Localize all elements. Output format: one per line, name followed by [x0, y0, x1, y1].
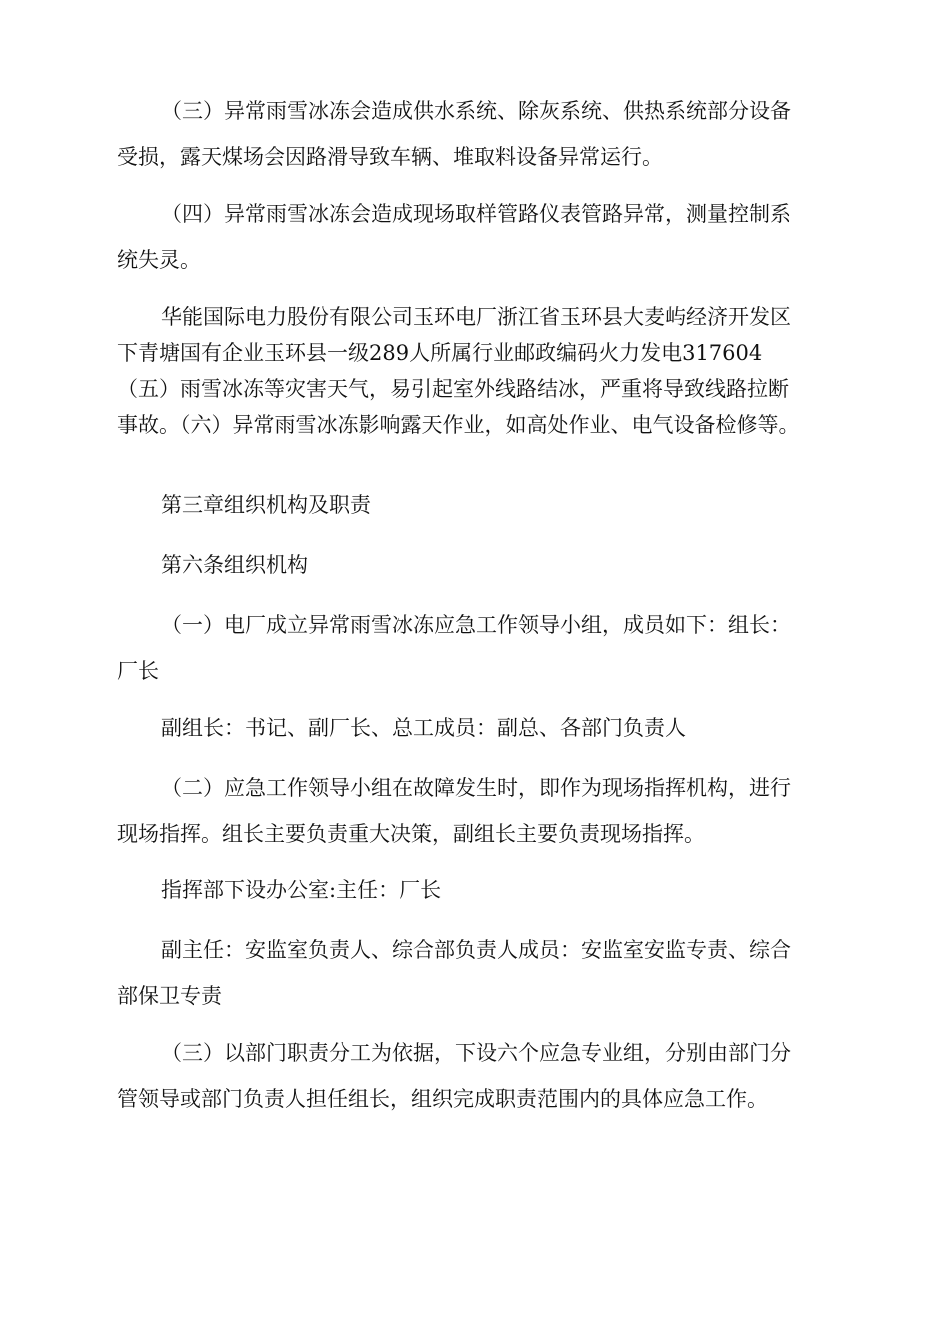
paragraph-line: （三）异常雨雪冰冻会造成供水系统、除灰系统、供热系统部分设备 [161, 99, 791, 123]
paragraph-line: （四）异常雨雪冰冻会造成现场取样管路仪表管路异常，测量控制系 [161, 202, 791, 226]
chapter-heading [117, 482, 837, 528]
paragraph-leadership-group [117, 602, 837, 694]
paragraph-line: 第六条组织机构 [161, 553, 308, 577]
paragraph-specialist-groups [117, 1030, 837, 1122]
paragraph-company-info [117, 299, 837, 443]
paragraph-office-director [117, 867, 837, 913]
paragraph-line: 统失灵。 [117, 248, 201, 272]
paragraph-line: （二）应急工作领导小组在故障发生时，即作为现场指挥机构，进行 [161, 776, 791, 800]
paragraph-line: （三）以部门职责分工为依据，下设六个应急专业组，分别由部门分 [161, 1041, 791, 1065]
paragraph-line: （一）电厂成立异常雨雪冰冻应急工作领导小组，成员如下：组长： [161, 613, 791, 637]
paragraph-equipment-damage [117, 88, 837, 180]
paragraph-line: 第三章组织机构及职责 [161, 493, 371, 517]
paragraph-line: 管领导或部门负责人担任组长，组织完成职责范围内的具体应急工作。 [117, 1087, 768, 1111]
paragraph-command-structure [117, 765, 837, 857]
paragraph-line: 现场指挥。组长主要负责重大决策，副组长主要负责现场指挥。 [117, 822, 705, 846]
paragraph-line: 副主任：安监室负责人、综合部负责人成员：安监室安监专责、综合 [161, 938, 791, 962]
paragraph-line: 副组长：书记、副厂长、总工成员：副总、各部门负责人 [161, 716, 686, 740]
paragraph-line: 受损，露天煤场会因路滑导致车辆、堆取料设备异常运行。 [117, 145, 663, 169]
paragraph-deputy-leaders [117, 705, 837, 751]
paragraph-line: 事故。（六）异常雨雪冰冻影响露天作业，如高处作业、电气设备检修等。 [117, 413, 800, 437]
paragraph-line: （五）雨雪冰冻等灾害天气，易引起室外线路结冰，严重将导致线路拉断 [117, 377, 789, 401]
paragraph-line: 部保卫专责 [117, 984, 222, 1008]
paragraph-line: 下青塘国有企业玉环县一级289人所属行业邮政编码火力发电317604 [117, 341, 763, 365]
article-heading [117, 542, 837, 588]
paragraph-deputy-director [117, 927, 837, 1019]
paragraph-instrument-failure [117, 191, 837, 283]
paragraph-line: 华能国际电力股份有限公司玉环电厂浙江省玉环县大麦屿经济开发区 [161, 305, 791, 329]
paragraph-line: 厂长 [117, 659, 159, 683]
paragraph-line: 指挥部下设办公室:主任：厂长 [161, 878, 442, 902]
